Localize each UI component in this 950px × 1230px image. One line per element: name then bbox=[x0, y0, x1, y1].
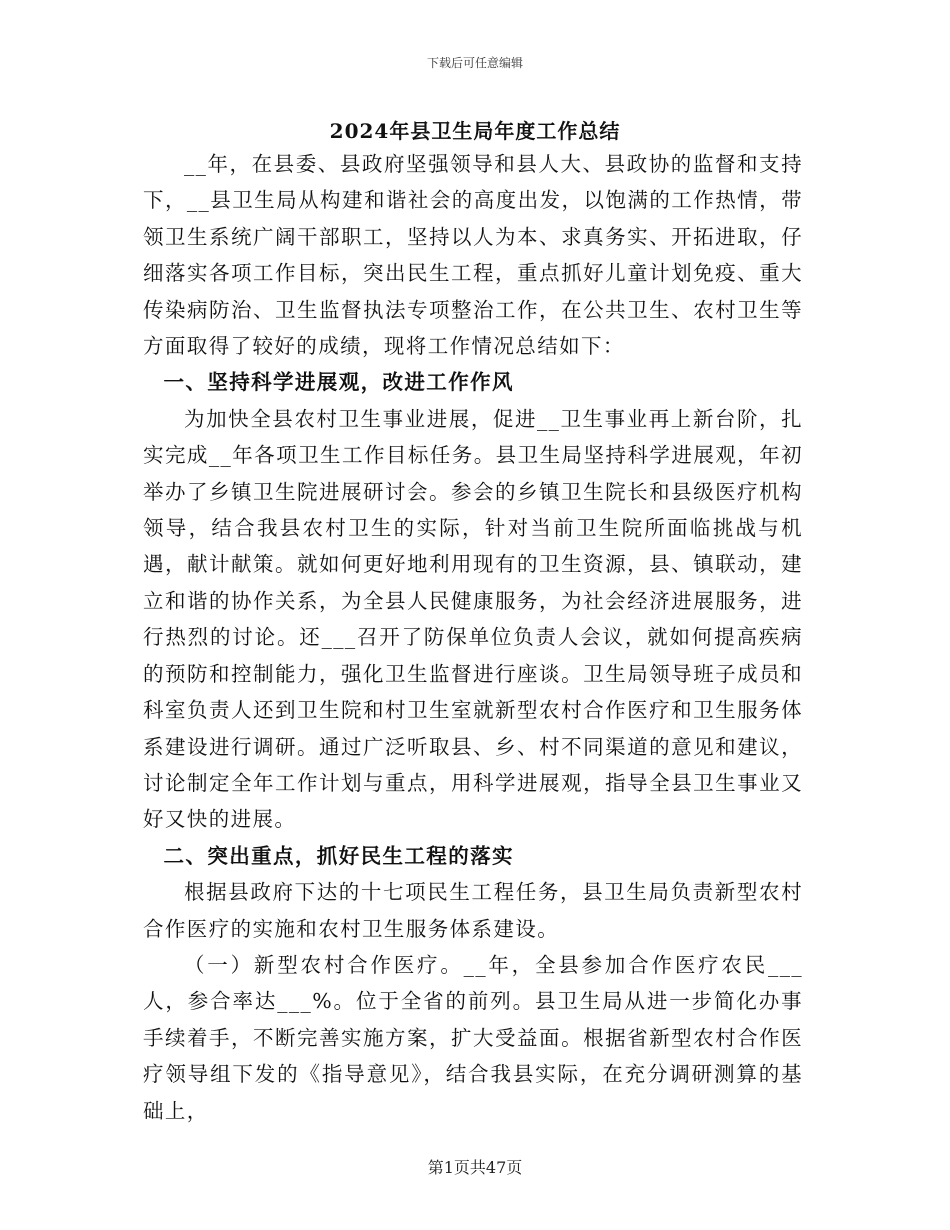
intro-paragraph: __年，在县委、县政府坚强领导和县人大、县政协的监督和支持下，__县卫生局从构建和谐社会的高度出发，以饱满的工作热情，带领卫生系统广阔干部职工，坚持以人为本、求真务实、开拓进取，仔细落实各项工作目标，突出民生工程，重点抓好儿童计划免疫、重大传染病防治、卫生监督执法专项整治工作，在公共卫生、农村卫生等方面取得了较好的成绩，现将工作情况总结如下： bbox=[143, 152, 803, 359]
section-2-heading: 二、突出重点，抓好民生工程的落实 bbox=[163, 843, 514, 868]
document-title: 2024年县卫生局年度工作总结 bbox=[329, 119, 621, 143]
section-1-heading: 一、坚持科学进展观，改进工作作风 bbox=[163, 370, 514, 395]
section-2-paragraph: 根据县政府下达的十七项民生工程任务，县卫生局负责新型农村合作医疗的实施和农村卫生服务体系建设。 bbox=[143, 880, 803, 941]
page-header-note: 下载后可任意编辑 bbox=[426, 56, 523, 70]
document-body bbox=[143, 146, 803, 1129]
page-number-footer: 第1页共47页 bbox=[427, 1158, 523, 1177]
section-2-subsection-1-paragraph: （一）新型农村合作医疗。__年，全县参加合作医疗农民___人，参合率达___%。位于全省的前列。县卫生局从进一步简化办事手续着手，不断完善实施方案，扩大受益面。根据省新型农村合作医疗领导组下发的《指导意见》，结合我县实际，在充分调研测算的基础上， bbox=[143, 952, 803, 1123]
section-1-paragraph: 为加快全县农村卫生事业进展，促进__卫生事业再上新台阶，扎实完成__年各项卫生工作目标任务。县卫生局坚持科学进展观，年初举办了乡镇卫生院进展研讨会。参会的乡镇卫生院长和县级医疗机构领导，结合我县农村卫生的实际，针对当前卫生院所面临挑战与机遇，献计献策。就如何更好地利用现有的卫生资源，县、镇联动，建立和谐的协作关系，为全县人民健康服务，为社会经济进展服务，进行热烈的讨论。还___召开了防保单位负责人会议，就如何提高疾病的预防和控制能力，强化卫生监督进行座谈。卫生局领导班子成员和科室负责人还到卫生院和村卫生室就新型农村合作医疗和卫生服务体系建设进行调研。通过广泛听取县、乡、村不同渠道的意见和建议，讨论制定全年工作计划与重点，用科学进展观，指导全县卫生事业又好又快的进展。 bbox=[143, 406, 803, 832]
